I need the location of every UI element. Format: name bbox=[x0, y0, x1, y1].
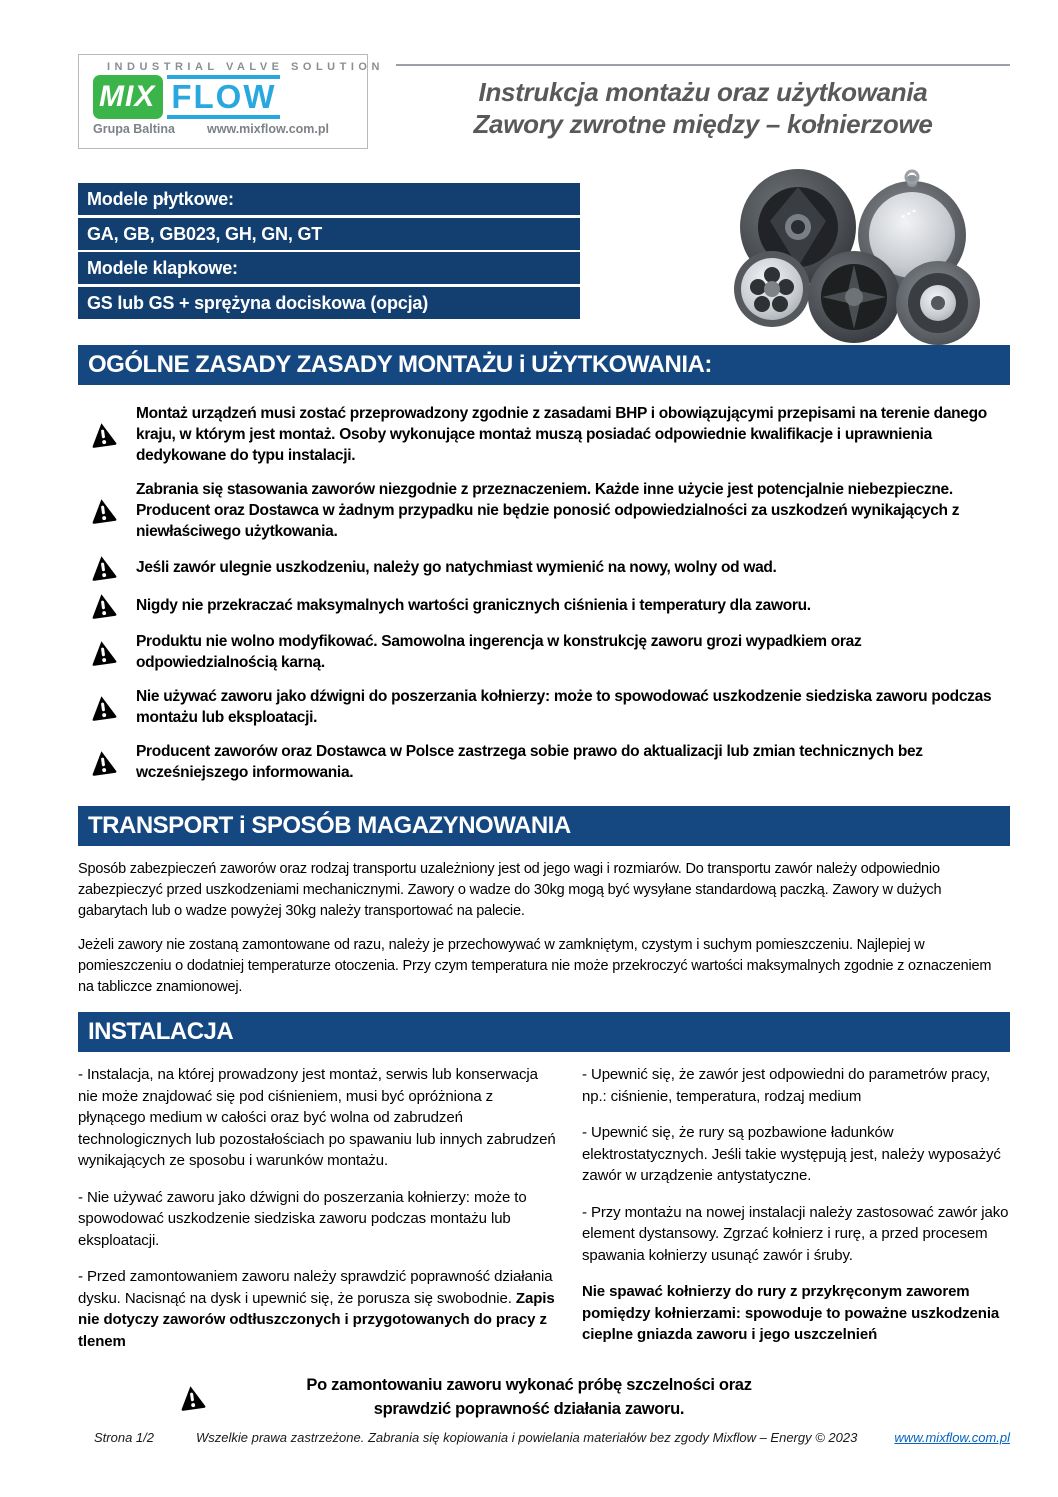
logo-wordmark bbox=[93, 75, 357, 119]
logo-subline bbox=[93, 122, 357, 136]
logo-flow-text: FLOW bbox=[167, 75, 280, 119]
model-row-plate-value: GA, GB, GB023, GH, GN, GT bbox=[78, 218, 580, 250]
transport-paragraph-2: Jeżeli zawory nie zostaną zamontowane od razu, należy je przechowywać w zamkniętym, czystym i suchym pomieszczeniu. Najlepiej w pomieszczeniu o dodatniej temperaturze otoczenia. Przy czym temperatura nie może przekroczyć wartości maksymalnych zgodnie z oznaczeniem na tabliczce znamionowej. bbox=[78, 937, 992, 995]
models-section bbox=[78, 183, 1010, 345]
page-footer bbox=[78, 1430, 1010, 1445]
installation-right-column bbox=[582, 1064, 1010, 1367]
warning-triangle-icon bbox=[88, 496, 117, 524]
title-divider bbox=[396, 64, 1010, 66]
warning-item bbox=[78, 741, 1010, 783]
final-warning-text: Po zamontowaniu zaworu wykonać próbę szczelności oraz sprawdzić poprawność działania zaworu. bbox=[306, 1376, 752, 1418]
warning-text: Produktu nie wolno modyfikować. Samowolna ingerencja w konstrukcję zaworu grozi wypadkiem oraz odpowiedzialnością karną. bbox=[136, 633, 862, 671]
installation-right-p3: - Przy montażu na nowej instalacji należy zastosować zawór jako element dystansowy. Zgrzać kołnierz i rurę, a przed procesem spawania kołnierzy usunąć zawór i śruby. bbox=[582, 1203, 1009, 1264]
installation-left-p1: - Instalacja, na której prowadzony jest montaż, serwis lub konserwacja nie może znajdować się pod ciśnieniem, musi być opróżniona z płynącego medium w całości oraz być wolna od zabrudzeń technologicznych lub pozostałościach po spawaniu lub innych zabrudzeń wynikających ze sposobu i warunków montażu. bbox=[78, 1066, 556, 1169]
warning-text: Zabrania się stasowania zaworów niezgodnie z przeznaczeniem. Każde inne użycie jest potencjalnie niebezpieczne. Producent oraz Dostawca w żadnym przypadku nie będzie ponosić odpowiedzialności za uszkodzeń wynikających z niewłaściwego użytkowania. bbox=[136, 481, 960, 540]
installation-right-p4-bold: Nie spawać kołnierzy do rury z przykręconym zaworem pomiędzy kołnierzami: spowoduje to poważne uszkodzenia cieplne gniazda zaworu i jego uszczelnień bbox=[582, 1283, 1000, 1343]
installation-right-p2: - Upewnić się, że rury są pozbawione ładunków elektrostatycznych. Jeśli takie występują jest, należy wyposażyć zawór w urządzenie antystatyczne. bbox=[582, 1124, 1001, 1184]
warning-triangle-icon bbox=[88, 638, 117, 666]
warning-triangle-icon bbox=[88, 420, 117, 448]
model-row-flap-label: Modele klapkowe: bbox=[78, 252, 580, 284]
page-header bbox=[78, 54, 1010, 149]
warning-item bbox=[78, 631, 1010, 673]
warning-text: Producent zaworów oraz Dostawca w Polsce zastrzega sobie prawo do aktualizacji lub zmian technicznych bez wcześniejszego informowania. bbox=[136, 743, 923, 781]
warning-text: Nie używać zaworu jako dźwigni do poszerzania kołnierzy: może to spowodować uszkodzenie siedziska zaworu podczas montażu lub eksploatacji. bbox=[136, 688, 992, 726]
warning-triangle-icon bbox=[88, 553, 117, 581]
installation-left-column bbox=[78, 1064, 556, 1367]
transport-paragraph-1: Sposób zabezpieczeń zaworów oraz rodzaj transportu uzależniony jest od jego wagi i rozmiarów. Do transportu zawór należy odpowiednio zabezpieczyć przed uszkodzeniami mechanicznymi. Zawory o wadze do 30kg mogą być wysyłane standardową paczką. Zawory w dużych gabarytach lub o wadze powyżej 30kg należy transportować na palecie. bbox=[78, 861, 942, 919]
section-header-transport: TRANSPORT i SPOSÓB MAGAZYNOWANIA bbox=[78, 806, 1010, 846]
installation-right-p1: - Upewnić się, że zawór jest odpowiedni do parametrów pracy, np.: ciśnienie, temperatura, rodzaj medium bbox=[582, 1066, 991, 1105]
warning-triangle-icon bbox=[88, 693, 117, 721]
logo-tagline: INDUSTRIAL VALVE SOLUTION bbox=[107, 61, 384, 73]
title-line-1: Instrukcja montażu oraz użytkowania bbox=[478, 77, 928, 107]
warning-triangle-icon bbox=[177, 1383, 206, 1411]
warning-item bbox=[78, 555, 1010, 580]
valves-illustration bbox=[706, 157, 1012, 347]
installation-left-p3-bold: Zapis nie dotyczy zaworów odtłuszczonych i przygotowanych do pracy z tlenem bbox=[78, 1289, 555, 1350]
company-logo bbox=[78, 54, 384, 149]
installation-left-p2: - Nie używać zaworu jako dźwigni do poszerzania kołnierzy: może to spowodować uszkodzenie siedziska zaworu podczas montażu lub eksploatacji. bbox=[78, 1188, 527, 1249]
general-warnings-list bbox=[78, 403, 1010, 796]
warning-item bbox=[78, 479, 1010, 542]
logo-mix-badge: MIX bbox=[93, 75, 163, 119]
model-row-plate-label: Modele płytkowe: bbox=[78, 183, 580, 215]
document-title-block bbox=[396, 64, 1010, 149]
installation-left-p3-normal: - Przed zamontowaniem zaworu należy sprawdzić poprawność działania dysku. Nacisnąć na dysk i upewnić się, że porusza się swobodnie. bbox=[78, 1268, 553, 1307]
installation-left-p3 bbox=[78, 1266, 556, 1352]
warning-triangle-icon bbox=[88, 591, 117, 619]
warning-text: Montaż urządzeń musi zostać przeprowadzony zgodnie z zasadami BHP i obowiązującymi przepisami na terenie danego kraju, w którym jest montaż. Osoby wykonujące montaż muszą posiadać odpowiednie kwalifikacje i uprawnienia dedykowane do typu instalacji. bbox=[136, 405, 987, 464]
page-title bbox=[396, 76, 1010, 140]
installation-columns bbox=[78, 1064, 1010, 1367]
logo-website-text: www.mixflow.com.pl bbox=[207, 122, 330, 136]
copyright-text: Wszelkie prawa zastrzeżone. Zabrania się kopiowania i powielania materiałów bez zgody Mixflow – Energy © 2023 bbox=[196, 1430, 858, 1445]
logo-group-name: Grupa Baltina bbox=[93, 122, 175, 136]
product-valves-image bbox=[706, 157, 1012, 347]
warning-text: Jeśli zawór ulegnie uszkodzeniu, należy go natychmiast wymienić na nowy, wolny od wad. bbox=[136, 559, 777, 576]
final-warning bbox=[78, 1373, 1010, 1421]
models-table bbox=[78, 183, 580, 319]
section-header-general: OGÓLNE ZASADY ZASADY MONTAŻU i UŻYTKOWANIA: bbox=[78, 345, 1010, 385]
title-line-2: Zawory zwrotne między – kołnierzowe bbox=[473, 109, 933, 139]
footer-website-link[interactable]: www.mixflow.com.pl bbox=[894, 1430, 1010, 1445]
warning-item bbox=[78, 686, 1010, 728]
warning-item bbox=[78, 593, 1010, 618]
warning-triangle-icon bbox=[88, 748, 117, 776]
warning-item bbox=[78, 403, 1010, 466]
page-number: Strona 1/2 bbox=[94, 1430, 154, 1445]
warning-text: Nigdy nie przekraczać maksymalnych wartości granicznych ciśnienia i temperatury dla zaworu. bbox=[136, 597, 811, 614]
section-header-installation: INSTALACJA bbox=[78, 1012, 1010, 1052]
model-row-flap-value: GS lub GS + sprężyna dociskowa (opcja) bbox=[78, 287, 580, 319]
